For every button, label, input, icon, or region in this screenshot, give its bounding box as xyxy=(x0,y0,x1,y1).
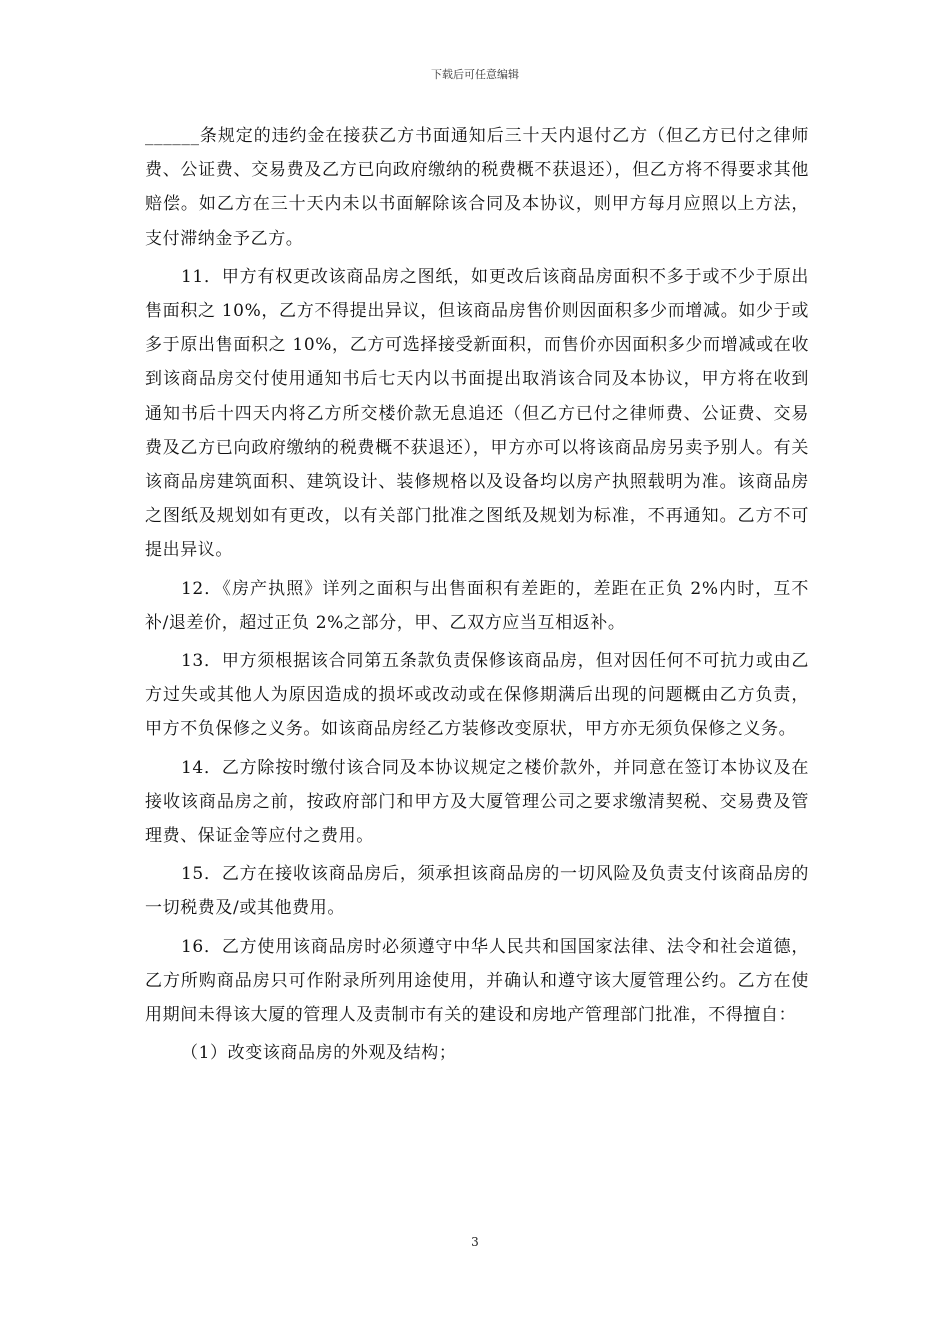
document-body xyxy=(145,119,809,1074)
paragraph-clause-13: 13．甲方须根据该合同第五条款负责保修该商品房，但对因任何不可抗力或由乙方过失或其他人为原因造成的损坏或改动或在保修期满后出现的问题概由乙方负责，甲方不负保修之义务。如该商品房经乙方装修改变原状，甲方亦无须负保修之义务。 xyxy=(145,651,809,740)
paragraph-clause-16: 16．乙方使用该商品房时必须遵守中华人民共和国国家法律、法令和社会道德，乙方所购商品房只可作附录所列用途使用，并确认和遵守该大厦管理公约。乙方在使用期间未得该大厦的管理人及责制市有关的建设和房地产管理部门批准，不得擅自： xyxy=(145,936,809,1026)
paragraph-clause-15: 15．乙方在接收该商品房后，须承担该商品房的一切风险及负责支付该商品房的一切税费及/或其他费用。 xyxy=(145,864,809,919)
paragraph-clause-11: 11．甲方有权更改该商品房之图纸，如更改后该商品房面积不多于或不少于原出售面积之 10%，乙方不得提出异议，但该商品房售价则因面积多少而增减。如少于或多于原出售面积之 10%，乙方可选择接受新面积，而售价亦因面积多少而增减或在收到该商品房交付使用通知书后七天内以书面提出取消该合同及本协议，甲方将在收到通知书后十四天内将乙方所交楼价款无息追还（但乙方已付之律师费、公证费、交易费及乙方已向政府缴纳的税费概不获退还），甲方亦可以将该商品房另卖予别人。有关该商品房建筑面积、建筑设计、装修规格以及设备均以房产执照载明为准。该商品房之图纸及规划如有更改，以有关部门批准之图纸及规划为标准，不再通知。乙方不可提出异议。 xyxy=(145,266,809,561)
paragraph-continuation: ______条规定的违约金在接获乙方书面通知后三十天内退付乙方（但乙方已付之律师费、公证费、交易费及乙方已向政府缴纳的税费概不获退还），但乙方将不得要求其他赔偿。如乙方在三十天内未以书面解除该合同及本协议，则甲方每月应照以上方法，支付滞纳金予乙方。 xyxy=(145,126,809,249)
paragraph-clause-14: 14．乙方除按时缴付该合同及本协议规定之楼价款外，并同意在签订本协议及在接收该商品房之前，按政府部门和甲方及大厦管理公司之要求缴清契税、交易费及管理费、保证金等应付之费用。 xyxy=(145,757,809,847)
paragraph-clause-16-item-1: （1）改变该商品房的外观及结构； xyxy=(181,1043,457,1064)
page-number: 3 xyxy=(471,1235,479,1249)
header-note: 下载后可任意编辑 xyxy=(431,68,519,81)
paragraph-clause-12: 12．《房产执照》详列之面积与出售面积有差距的，差距在正负 2%内时，互不补/退差价，超过正负 2%之部分，甲、乙双方应当互相返补。 xyxy=(145,578,809,633)
